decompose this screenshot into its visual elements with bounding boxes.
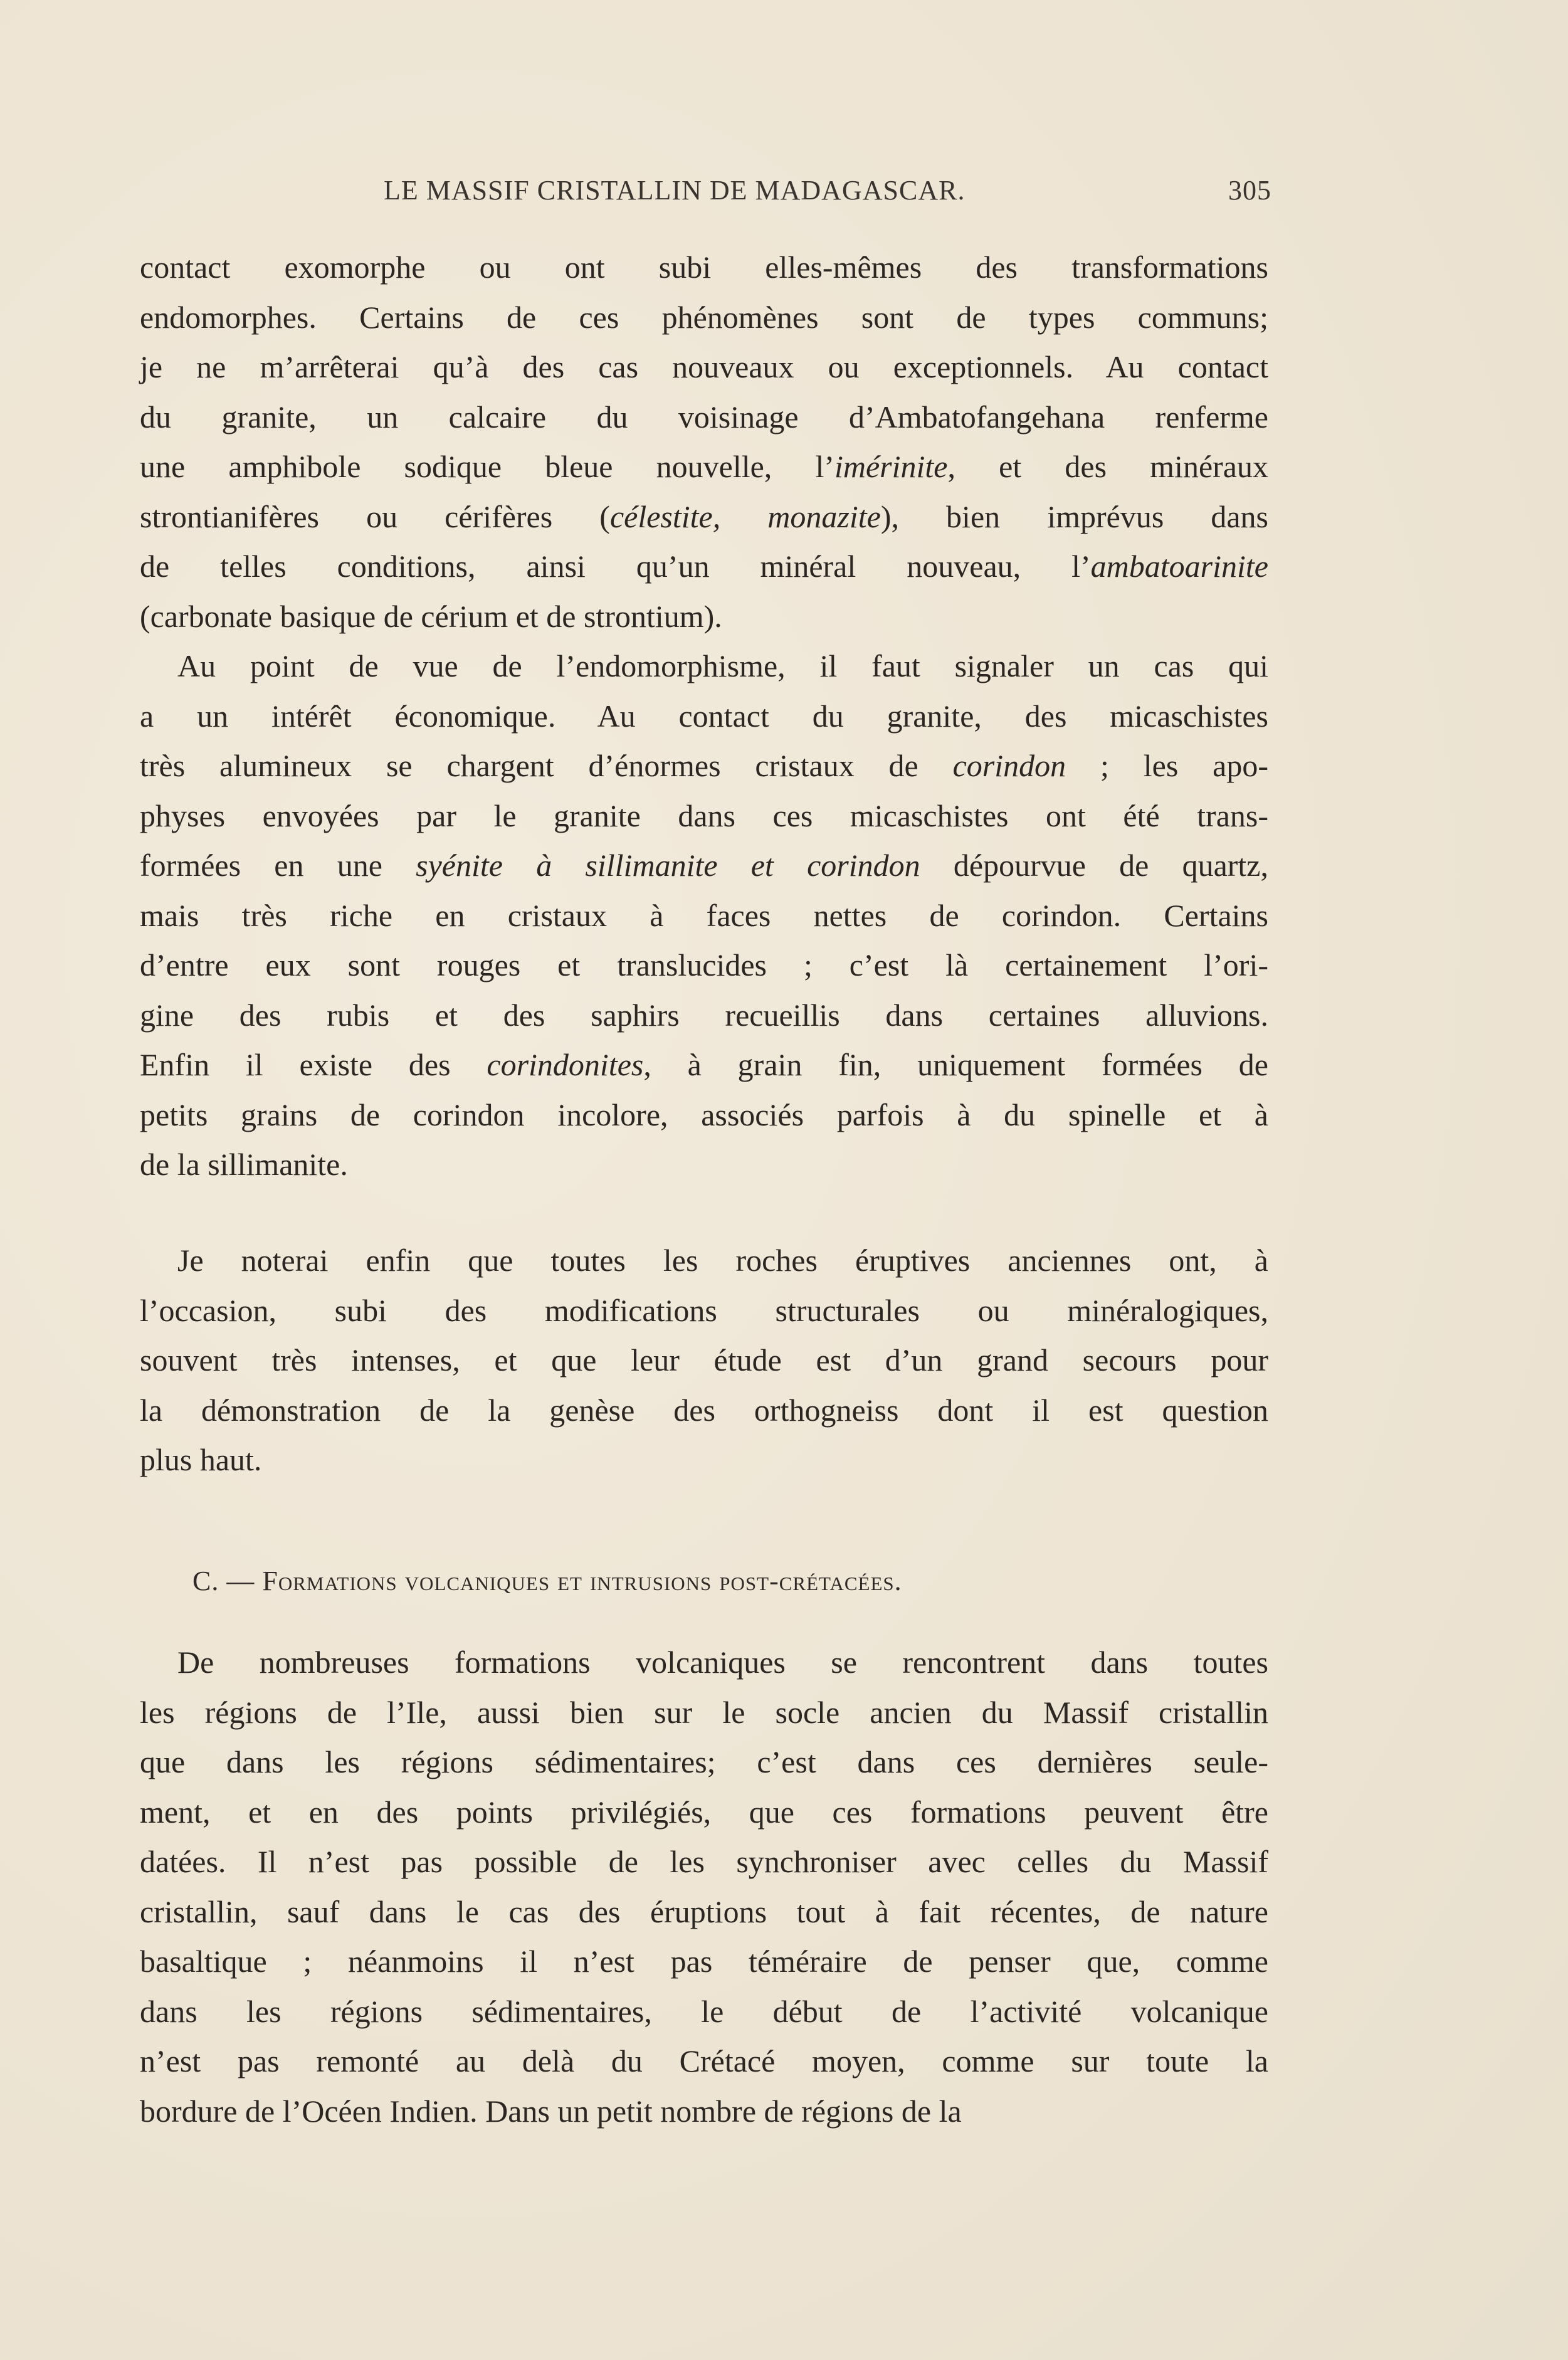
text-run: mais très riche en cristaux à faces nettes de corindon. Certains [140, 897, 1268, 933]
text-run: datées. Il n’est pas possible de les synchroniser avec celles du Massif [140, 1844, 1268, 1879]
text-line [140, 940, 1268, 991]
text-run: physes envoyées par le granite dans ces micaschistes ont été trans- [140, 798, 1268, 833]
text-line [140, 1788, 1268, 1838]
text-line [140, 991, 1268, 1041]
text-line [140, 841, 1268, 891]
text-line [140, 492, 1268, 542]
paragraph [140, 641, 1268, 1190]
paragraph [140, 1236, 1268, 1485]
text-run: de telles conditions, ainsi qu’un minéral nouveau, l’ [140, 549, 1091, 584]
text-line [140, 1090, 1268, 1140]
text-line [140, 1040, 1268, 1090]
text-line [140, 1737, 1268, 1788]
text-run: ), bien imprévus dans [880, 498, 1269, 534]
text-run: strontianifères ou cérifères ( [140, 498, 610, 534]
text-line [140, 1887, 1268, 1937]
text-run: la démonstration de la genèse des orthogneiss dont il est question [140, 1392, 1268, 1428]
italic-term: syénite à sillimanite et corindon [416, 848, 920, 883]
text-line [140, 2036, 1268, 2087]
text-line [140, 342, 1268, 392]
text-line [140, 1987, 1268, 2037]
text-run: Au point de vue de l’endomorphisme, il faut signaler un cas qui [177, 648, 1268, 683]
text-run: Enfin il existe des [140, 1047, 487, 1082]
text-line [140, 293, 1268, 343]
italic-term: imérinite [834, 449, 948, 484]
text-line [140, 243, 1268, 293]
text-line [140, 392, 1268, 443]
paragraph [140, 243, 1268, 641]
text-line [140, 1236, 1268, 1286]
italic-term: célestite, monazite [609, 498, 881, 534]
text-line [140, 1386, 1268, 1436]
text-run: ; les apo- [1066, 748, 1268, 783]
italic-term: corindonites [487, 1047, 644, 1082]
italic-term: ambatoarinite [1090, 549, 1268, 584]
text-run: l’occasion, subi des modifications structurales ou minéralogiques, [140, 1292, 1268, 1328]
text-run: souvent très intenses, et que leur étude est d’un grand secours pour [140, 1342, 1268, 1378]
text-line [140, 542, 1268, 592]
paragraph [140, 1638, 1268, 2136]
text-line [140, 641, 1268, 692]
running-head [384, 174, 1271, 218]
running-head-title: LE MASSIF CRISTALLIN DE MADAGASCAR. [384, 175, 966, 206]
text-line [140, 1688, 1268, 1738]
text-line [140, 1435, 1268, 1485]
text-run: dépourvue de quartz, [920, 848, 1269, 883]
text-line [140, 1638, 1268, 1688]
text-line [140, 442, 1268, 492]
text-line [140, 692, 1268, 742]
text-line [140, 891, 1268, 941]
italic-term: corindon [952, 748, 1066, 783]
text-run: gine des rubis et des saphirs recueillis dans certaines alluvions. [140, 997, 1268, 1033]
text-run: basaltique ; néanmoins il n’est pas téméraire de penser que, comme [140, 1944, 1268, 1979]
text-line [140, 1937, 1268, 1987]
text-run: a un intérêt économique. Au contact du granite, des micaschistes [140, 698, 1268, 734]
text-run: je ne m’arrêterai qu’à des cas nouveaux ou exceptionnels. Au contact [140, 349, 1268, 384]
text-line [140, 592, 1268, 642]
text-run: dans les régions sédimentaires, le début de l’activité volcanique [140, 1993, 1268, 2029]
text-run: que dans les régions sédimentaires; c’est dans ces dernières seule- [140, 1744, 1268, 1779]
text-run: n’est pas remonté au delà du Crétacé moyen, comme sur toute la [140, 2043, 1268, 2078]
text-line [140, 1140, 1268, 1190]
text-run: formées en une [140, 848, 416, 883]
section-heading: C. — Formations volcaniques et intrusions post-crétacées. [192, 1566, 902, 1596]
text-line [140, 741, 1268, 791]
text-run: Je noterai enfin que toutes les roches éruptives anciennes ont, à [177, 1243, 1268, 1278]
text-run: très alumineux se chargent d’énormes cristaux de [140, 748, 953, 783]
text-run: cristallin, sauf dans le cas des éruptions tout à fait récentes, de nature [140, 1894, 1268, 1929]
text-run: ment, et en des points privilégiés, que ces formations peuvent être [140, 1794, 1268, 1830]
text-line [140, 1286, 1268, 1336]
text-run: une amphibole sodique bleue nouvelle, l’ [140, 449, 834, 484]
text-run: petits grains de corindon incolore, associés parfois à du spinelle et à [140, 1097, 1268, 1132]
text-line [140, 1335, 1268, 1386]
text-line [140, 1837, 1268, 1887]
text-run: , à grain fin, uniquement formées de [643, 1047, 1268, 1082]
text-run: endomorphes. Certains de ces phénomènes sont de types communs; [140, 299, 1268, 335]
page-number: 305 [1228, 175, 1271, 206]
text-line [140, 791, 1268, 841]
text-run: plus haut. [140, 1442, 262, 1477]
text-run: les régions de l’Ile, aussi bien sur le socle ancien du Massif cristallin [140, 1694, 1268, 1730]
text-run: , et des minéraux [947, 449, 1268, 484]
text-run: De nombreuses formations volcaniques se rencontrent dans toutes [177, 1645, 1268, 1680]
text-run: d’entre eux sont rouges et translucides ; c’est là certainement l’ori- [140, 947, 1268, 982]
text-line [140, 2087, 1268, 2137]
text-run: de la sillimanite. [140, 1147, 348, 1182]
text-run: (carbonate basique de cérium et de strontium). [140, 598, 722, 634]
text-run: bordure de l’Océen Indien. Dans un petit nombre de régions de la [140, 2093, 962, 2129]
text-run: contact exomorphe ou ont subi elles-mêmes des transformations [140, 250, 1268, 285]
text-run: du granite, un calcaire du voisinage d’Ambatofangehana renferme [140, 399, 1268, 435]
